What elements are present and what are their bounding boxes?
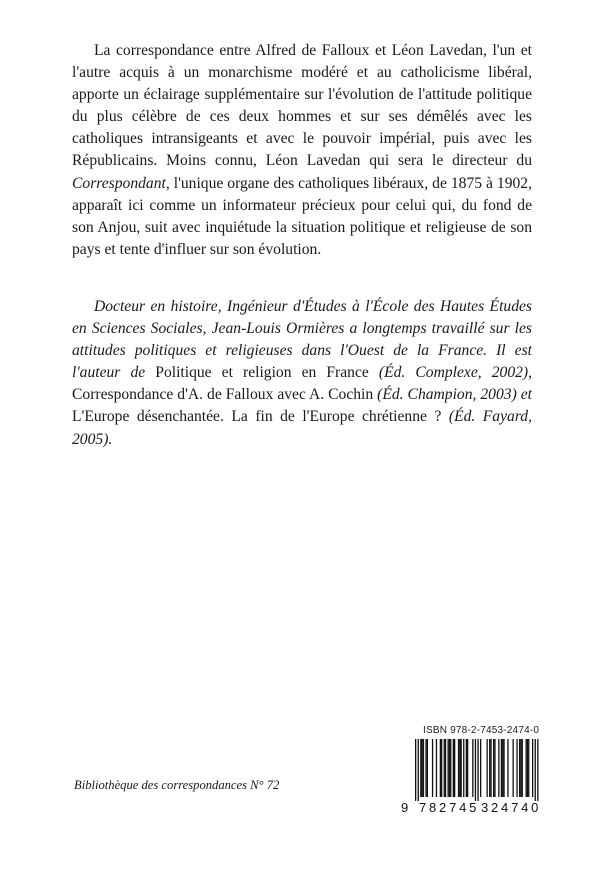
barcode-bar bbox=[458, 739, 459, 797]
barcode-bar bbox=[498, 739, 499, 797]
barcode-bar bbox=[427, 739, 428, 797]
summary-paragraph bbox=[72, 40, 532, 261]
journal-title: Correspondant bbox=[72, 174, 166, 192]
summary-text-part-2: , l'unique organe des catholiques libéraux, de 1875 à 1902, apparaît ici comme un informateur précieux pour celui qui, du fond de son Anjou, suit avec inquiétude la situation politique et religieuse de son pays et tente d'influer sur son évolution. bbox=[72, 174, 532, 258]
barcode-bar bbox=[459, 739, 460, 797]
book-title-1: Politique et religion en France bbox=[155, 364, 369, 382]
book-title-3: L'Europe désenchantée. La fin de l'Europe chrétienne ? bbox=[72, 408, 442, 426]
barcode-bar bbox=[461, 739, 462, 797]
summary-text-part-1: La correspondance entre Alfred de Falloux et Léon Lavedan, l'un et l'autre acquis à un monarchisme modéré et au catholicisme libéral, apporte un éclairage supplémentaire sur l'évolution de l'attitude politique du plus célèbre de ces deux hommes et sur ses démêlés avec les catholiques intransigeants et avec le pouvoir impérial, puis avec les Républicains. Moins connu, Léon Lavedan qui sera le directeur du bbox=[72, 42, 532, 170]
author-bio-intro: Docteur en histoire, Ingénieur d'Études à l'École des Hautes Études en Sciences Sociales, Jean-Louis Ormières a longtemps travaillé sur les attitudes politiques et religieuses dans l'Ouest de la France. Il est l'auteur de bbox=[72, 298, 532, 382]
barcode-digits bbox=[401, 800, 541, 818]
barcode-bar bbox=[507, 739, 508, 797]
author-bio-paragraph bbox=[72, 296, 532, 451]
barcode-bar bbox=[449, 739, 450, 797]
barcode-bar bbox=[480, 739, 481, 797]
barcode-bar bbox=[528, 739, 529, 797]
barcode-bar bbox=[441, 739, 442, 797]
book-publisher-3: (Éd. Fayard, 2005). bbox=[72, 408, 533, 448]
barcode-bar bbox=[467, 739, 468, 797]
barcode-digit-first: 9 bbox=[401, 800, 409, 815]
barcode-bar bbox=[453, 739, 454, 797]
barcode-bar bbox=[436, 739, 437, 797]
barcode-guard-bar bbox=[477, 739, 478, 801]
barcode-bar bbox=[490, 739, 491, 797]
barcode-bar bbox=[522, 739, 523, 797]
barcode-bar bbox=[527, 739, 528, 797]
barcode-bar bbox=[502, 739, 503, 797]
barcode-bar bbox=[448, 739, 449, 797]
barcode-bar bbox=[432, 739, 433, 797]
barcode-bar bbox=[463, 739, 464, 797]
barcode-bar bbox=[450, 739, 451, 797]
barcode-digits-right: 324740 bbox=[481, 800, 542, 815]
barcode-bar bbox=[466, 739, 467, 797]
barcode-bar bbox=[513, 739, 514, 797]
barcode-bar bbox=[519, 739, 520, 797]
barcode-bar bbox=[472, 739, 473, 797]
book-publisher-2: (Éd. Champion, 2003) bbox=[373, 386, 517, 404]
barcode-bar bbox=[445, 739, 446, 797]
barcode-bar bbox=[489, 739, 490, 797]
barcode-guard-bar bbox=[415, 739, 416, 801]
book-conjunction: et bbox=[516, 386, 532, 404]
isbn-label: ISBN 978-2-7453-2474-0 bbox=[423, 725, 540, 736]
barcode-guard-bar bbox=[537, 739, 538, 801]
barcode-bar bbox=[493, 739, 494, 797]
barcode-bar bbox=[440, 739, 441, 797]
barcode-digits-left: 782745 bbox=[419, 800, 480, 815]
barcode-bar bbox=[501, 739, 502, 797]
series-label: Bibliothèque des correspondances N° 72 bbox=[74, 778, 280, 792]
barcode-bar bbox=[520, 739, 521, 797]
isbn-barcode-block bbox=[401, 725, 541, 819]
barcode-bar bbox=[423, 739, 424, 797]
barcode-guard-bar bbox=[418, 739, 419, 801]
barcode-bar bbox=[425, 739, 426, 797]
barcode-image bbox=[401, 739, 541, 801]
barcode-guard-bar bbox=[535, 739, 536, 801]
barcode-bar bbox=[422, 739, 423, 797]
book-publisher-1: (Éd. Complexe, 2002), bbox=[368, 364, 532, 382]
book-title-2: Correspondance d'A. de Falloux avec A. Cochin bbox=[72, 386, 374, 404]
barcode-guard-bar bbox=[475, 739, 476, 801]
barcode-bar bbox=[454, 739, 455, 797]
barcode-bar bbox=[494, 739, 495, 797]
barcode-bar bbox=[420, 739, 421, 797]
barcode-bar bbox=[487, 739, 488, 797]
barcode-bar bbox=[503, 739, 504, 797]
barcode-bar bbox=[532, 739, 533, 797]
barcode-bar bbox=[526, 739, 527, 797]
barcode-bar bbox=[444, 739, 445, 797]
barcode-bar bbox=[516, 739, 517, 797]
